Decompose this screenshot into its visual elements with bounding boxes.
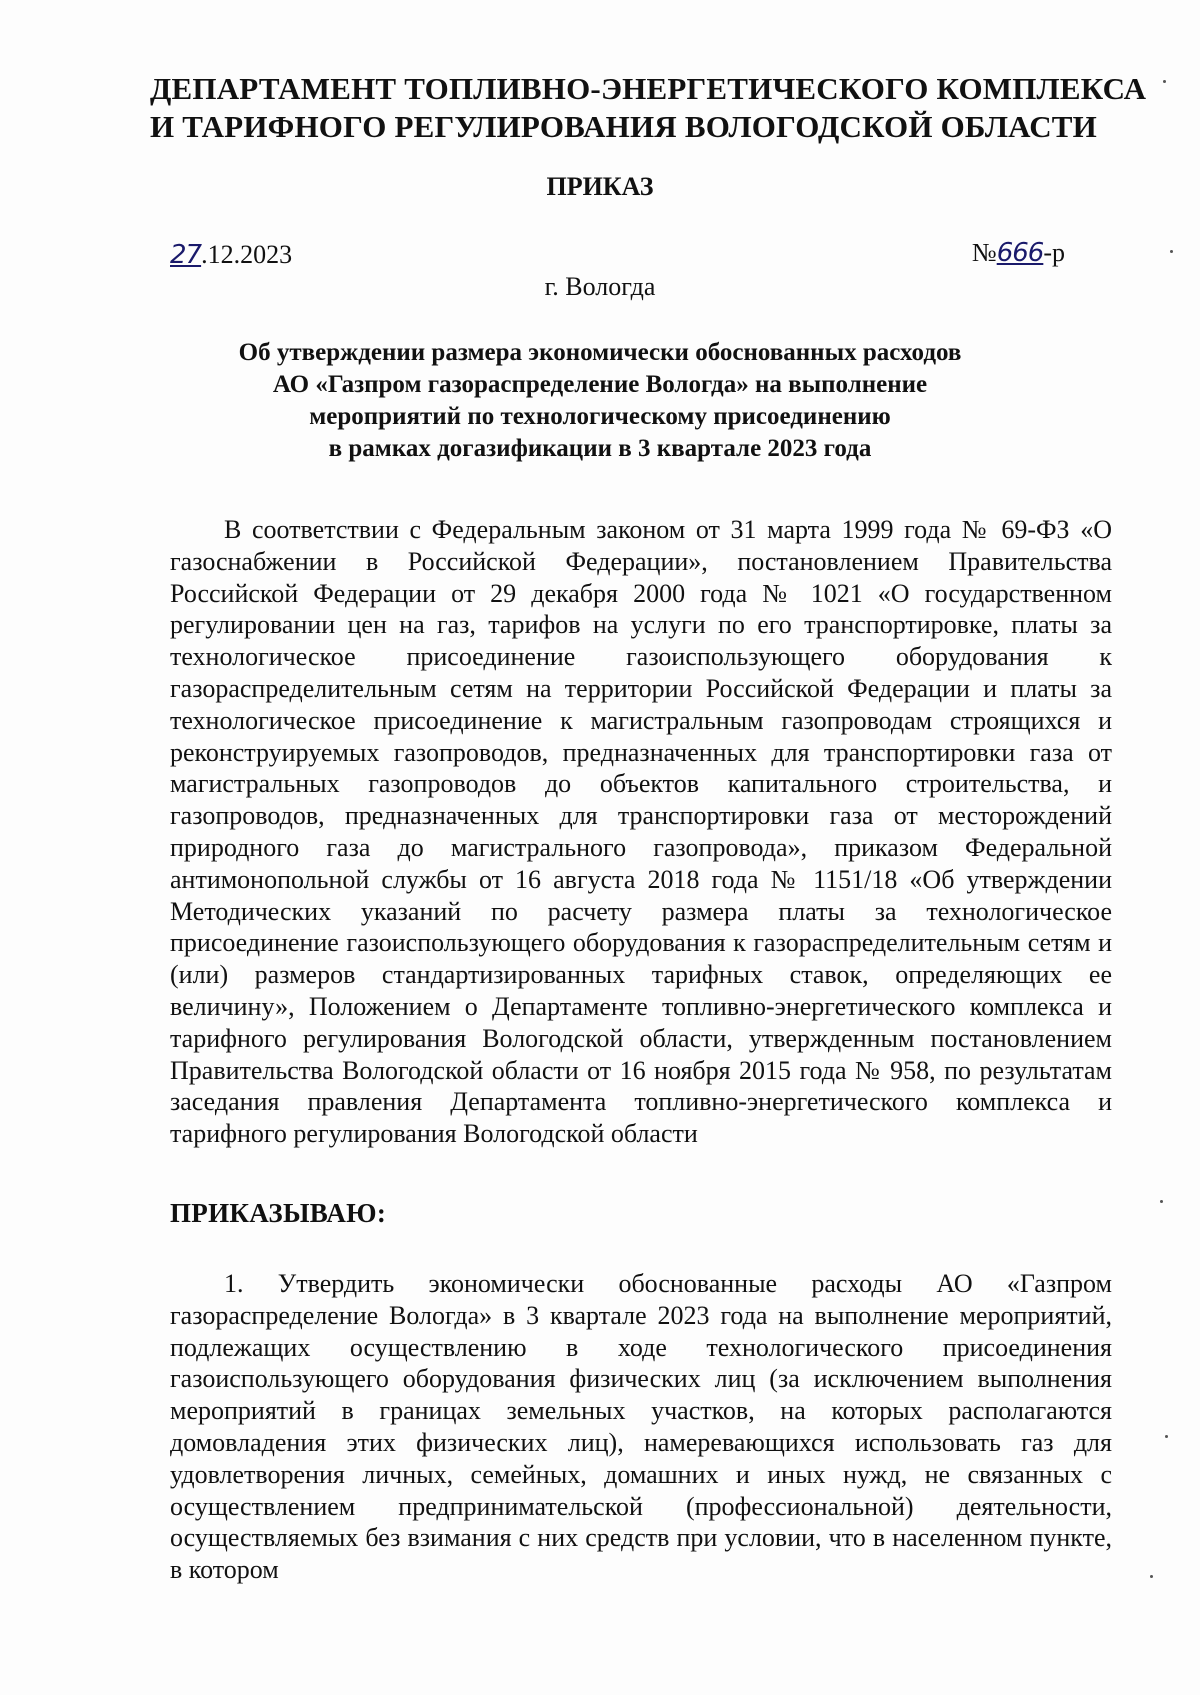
order-date (170, 240, 292, 270)
scan-speck (1150, 1575, 1153, 1578)
order-word: ПРИКАЗЫВАЮ: (170, 1198, 387, 1228)
department-header (150, 70, 1147, 146)
scan-speck (1163, 80, 1166, 83)
scan-speck (1160, 1200, 1163, 1203)
number-prefix: № (971, 238, 997, 267)
handwritten-number: 666 (996, 238, 1044, 268)
order-title (200, 337, 1000, 465)
document-type: ПРИКАЗ (546, 172, 654, 201)
header-line-1: ДЕПАРТАМЕНТ ТОПЛИВНО-ЭНЕРГЕТИЧЕСКОГО КОМПЛЕКСА (150, 71, 1147, 106)
title-line-4: в рамках догазификации в 3 квартале 2023 года (328, 435, 872, 462)
city: г. Вологда (544, 272, 656, 301)
title-line-1: Об утверждении размера экономически обоснованных расходов (238, 339, 962, 366)
item-1-paragraph: 1. Утвердить экономически обоснованные расходы АО «Газпром газораспределение Вологда» в 3 квартале 2023 года на выполнение мероприятий, подлежащих осуществлению в ходе технологического присоединения газоиспользующего оборудования физических лиц (за исключением выполнения мероприятий в границах земельных участков, на которых располагаются домовладения этих физических лиц), намеревающихся использовать газ для удовлетворения личных, семейных, домашних и иных нужд, не связанных с осуществлением предпринимательской (профессиональной) деятельности, осуществляемых без взимания с них средств при условии, что в населенном пункте, в котором (170, 1269, 1112, 1585)
title-line-3: мероприятий по технологическому присоединению (309, 403, 891, 430)
header-line-2: И ТАРИФНОГО РЕГУЛИРОВАНИЯ ВОЛОГОДСКОЙ ОБЛАСТИ (150, 109, 1097, 144)
date-rest: .12.2023 (201, 240, 293, 269)
order-number (972, 238, 1065, 268)
scan-speck (1170, 250, 1173, 253)
handwritten-day: 27 (170, 240, 202, 270)
preamble-paragraph: В соответствии с Федеральным законом от 31 марта 1999 года № 69-ФЗ «О газоснабжении в Российской Федерации», постановлением Правительства Российской Федерации от 29 декабря 2000 года № 1021 «О государственном регулировании цен на газ, тарифов на услуги по его транспортировке, платы за технологическое присоединение газоиспользующего оборудования к газораспределительным сетям на территории Российской Федерации и платы за технологическое присоединение к магистральным газопроводам строящихся и реконструируемых газопроводов, предназначенных для транспортировки газа от магистральных газопроводов до объектов капитального строительства, и газопроводов, предназначенных для транспортировки газа от месторождений природного газа до магистрального газопровода», приказом Федеральной антимонопольной службы от 16 августа 2018 года № 1151/18 «Об утверждении Методических указаний по расчету размера платы за технологическое присоединение газоиспользующего оборудования к газораспределительным сетям и (или) размеров стандартизированных тарифных ставок, определяющих ее величину», Положением о Департаменте топливно-энергетического комплекса и тарифного регулирования Вологодской области, утвержденным постановлением Правительства Вологодской области от 16 ноября 2015 года № 958, по результатам заседания правления Департамента топливно-энергетического комплекса и тарифного регулирования Вологодской области (170, 515, 1112, 1149)
title-line-2: АО «Газпром газораспределение Вологда» на выполнение (272, 371, 928, 398)
scan-speck (1165, 1435, 1168, 1438)
number-suffix: -р (1043, 238, 1065, 267)
